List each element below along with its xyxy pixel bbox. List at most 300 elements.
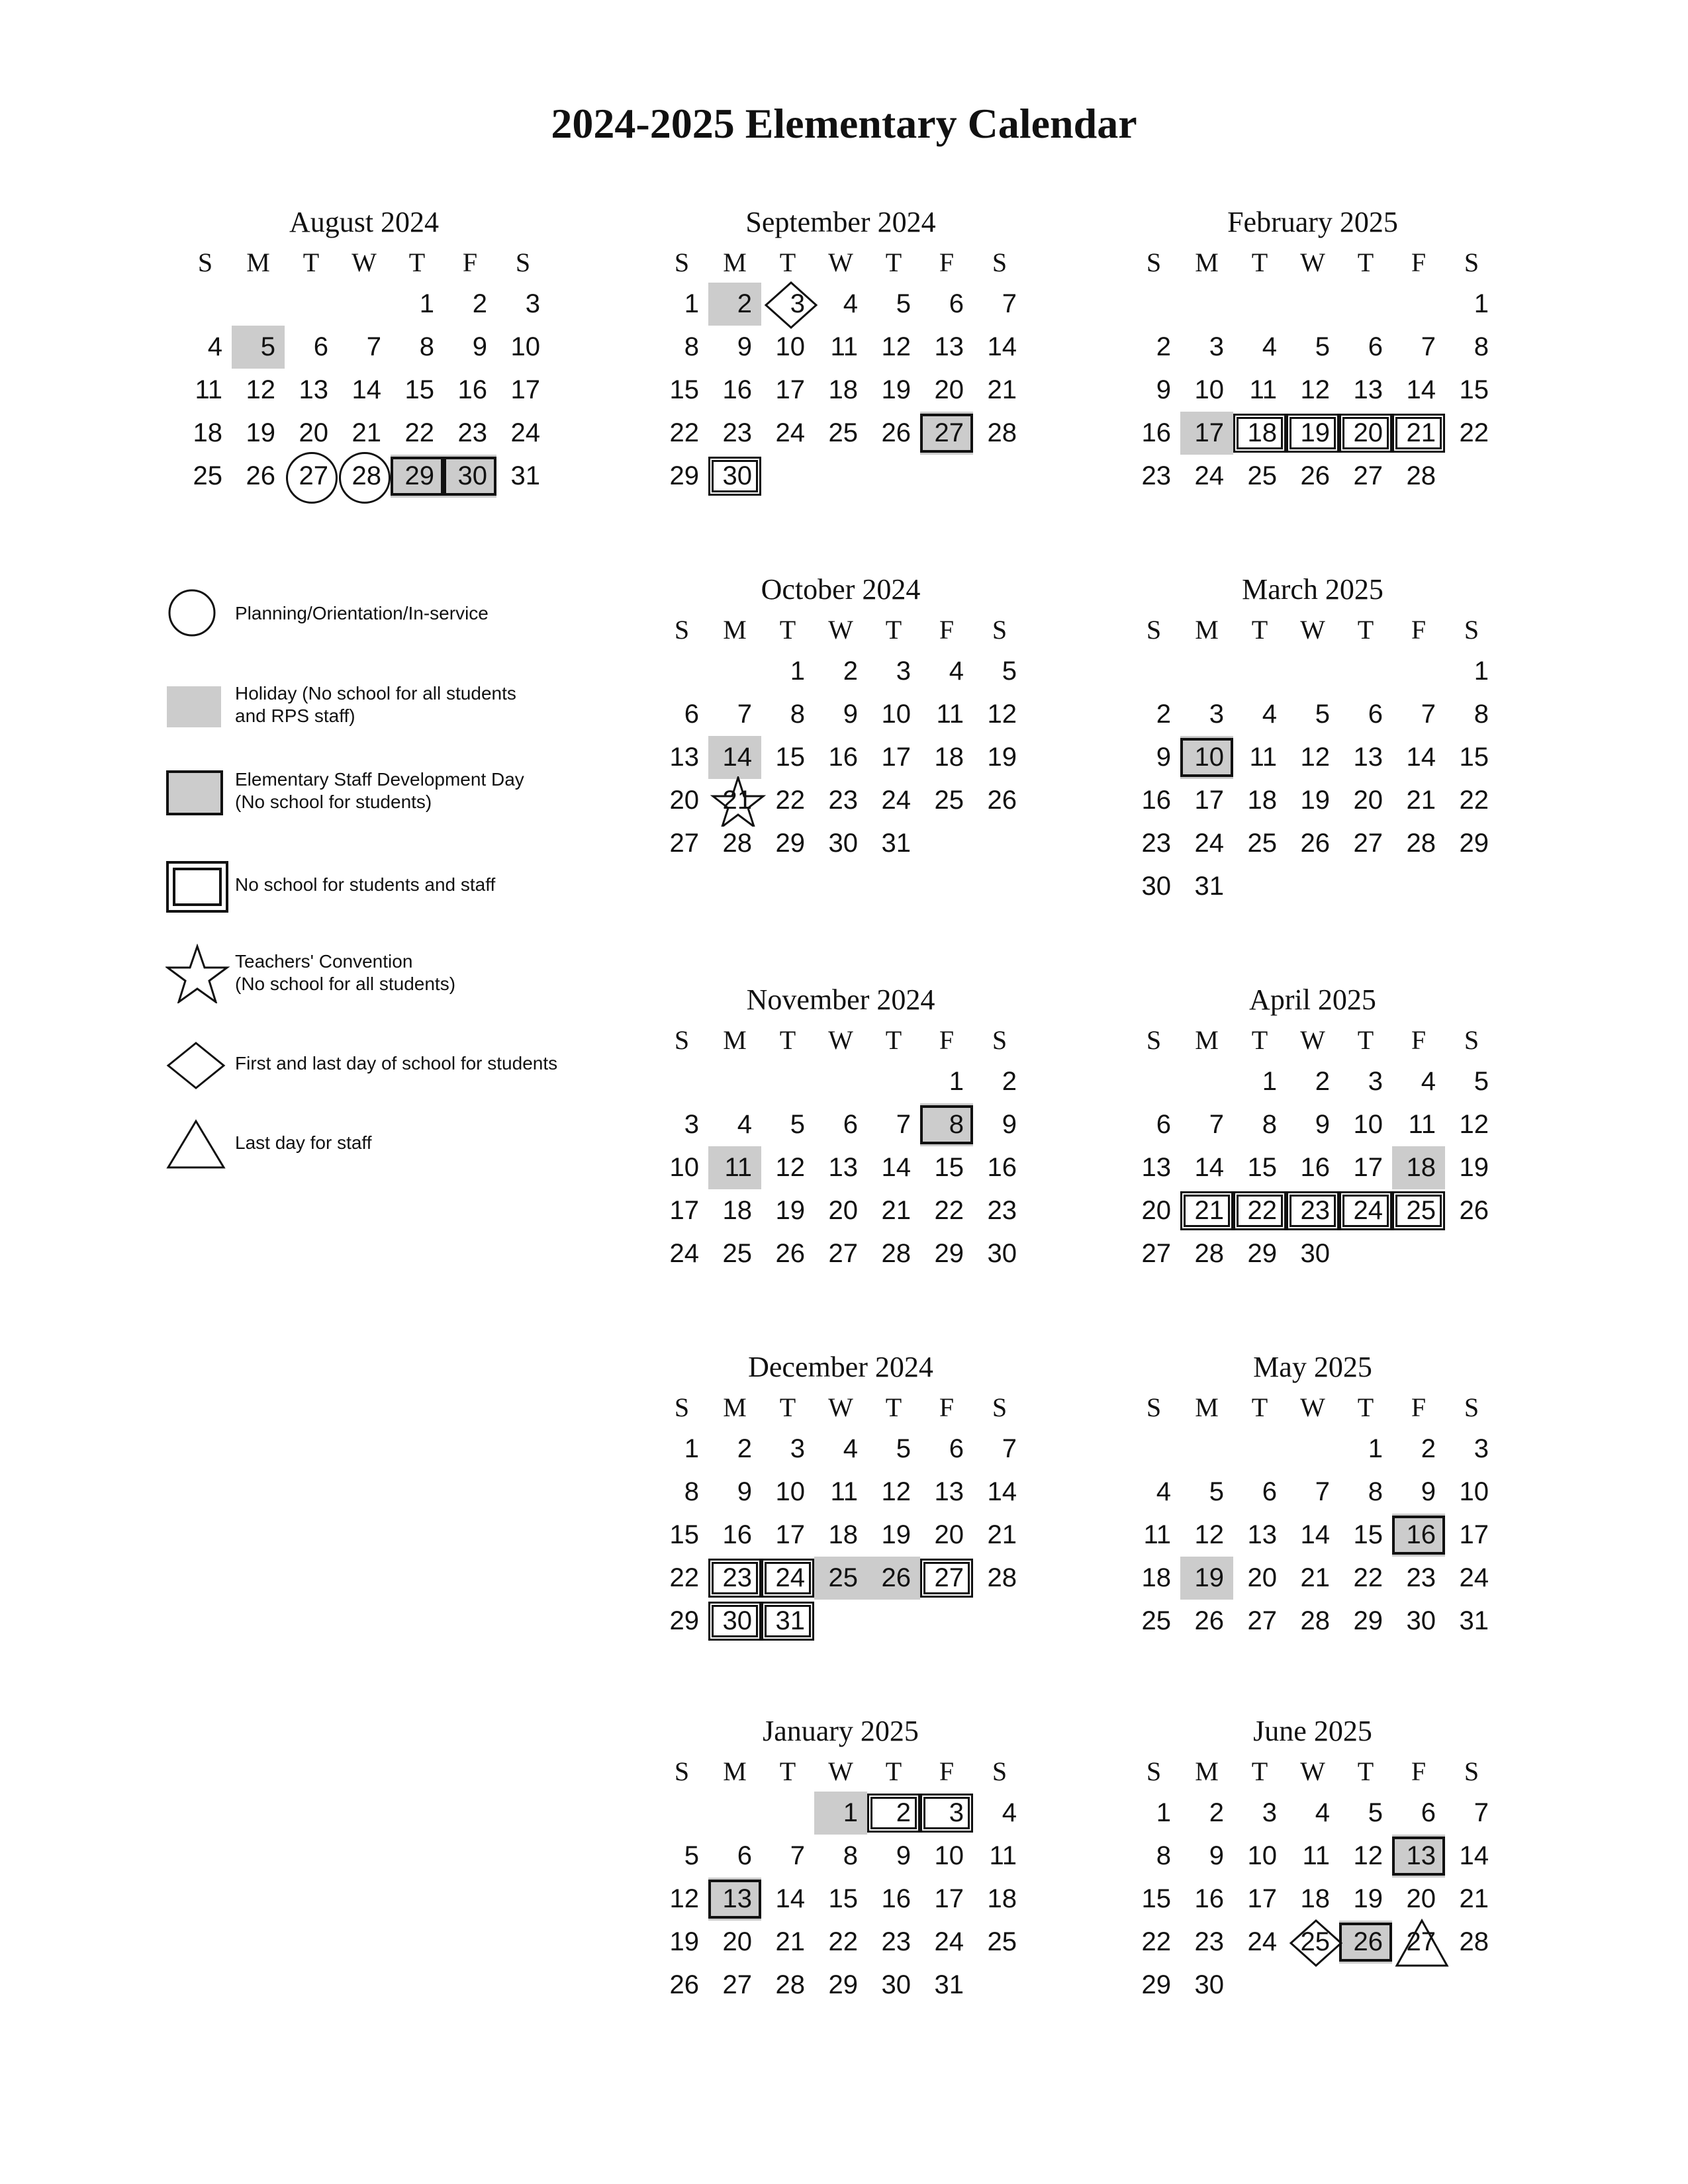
day-number: 29 [669,461,699,490]
week-row [1127,1146,1498,1189]
day-cell [1127,1878,1180,1921]
week-row [655,693,1026,736]
day-number: 18 [1247,418,1277,447]
weekday-header: M [1195,1756,1219,1786]
day-cell [285,412,338,455]
day-number: 10 [510,332,540,361]
weekday-header: T [1251,248,1268,277]
day-number: 5 [1474,1067,1489,1096]
empty-day-cell [708,650,761,693]
day-cell [1127,1557,1180,1600]
day-number: 21 [352,418,381,447]
day-cell [761,693,814,736]
day-number: 4 [737,1110,752,1139]
weekday-header: S [1146,1025,1162,1055]
empty-day-cell [1180,1428,1233,1471]
day-cell [1180,1146,1233,1189]
day-cell [761,650,814,693]
day-number: 29 [934,1239,964,1268]
day-number: 15 [1459,743,1489,772]
empty-day-cell [867,455,920,498]
day-cell [814,412,867,455]
day-number: 8 [419,332,434,361]
week-row [1127,1964,1498,2007]
day-cell [1392,1557,1445,1600]
empty-day-cell [814,1060,867,1103]
day-cell [814,1103,867,1146]
day-cell [1339,1557,1392,1600]
day-number: 15 [828,1884,858,1913]
day-cell [1286,1471,1339,1514]
day-number: 12 [881,332,911,361]
day-cell [655,1428,708,1471]
week-row [1127,1428,1498,1471]
weekday-header: W [828,1025,853,1055]
day-number: 9 [1156,375,1171,404]
day-cell [867,1557,920,1600]
day-number: 15 [1247,1153,1277,1182]
day-number: 16 [1194,1884,1224,1913]
day-cell [1392,1514,1445,1557]
day-cell [1180,1792,1233,1835]
day-cell [708,822,761,865]
day-number: 27 [828,1239,858,1268]
day-cell [814,1146,867,1189]
day-number: 23 [1194,1927,1224,1956]
day-number: 30 [828,829,858,858]
day-number: 14 [987,332,1017,361]
day-number: 3 [1209,700,1224,729]
day-number: 19 [881,375,911,404]
weekday-header-row [655,243,1026,283]
day-number: 19 [1300,418,1330,447]
day-number: 25 [722,1239,752,1268]
day-number: 27 [1353,829,1383,858]
day-cell [1127,779,1180,822]
day-cell [1127,1103,1180,1146]
day-cell [920,1189,973,1232]
diamond-icon [165,1040,232,1093]
weekday-header: M [246,248,270,277]
week-row [655,369,1026,412]
day-cell [920,1921,973,1964]
day-cell [1339,1792,1392,1835]
day-cell [814,1878,867,1921]
day-number: 1 [684,289,699,318]
day-cell [1339,1600,1392,1643]
empty-day-cell [655,650,708,693]
day-cell [708,1103,761,1146]
day-cell [761,1232,814,1275]
weekday-header-row [655,1021,1026,1060]
day-number: 5 [684,1841,699,1870]
day-cell [1392,1792,1445,1835]
day-number: 10 [1459,1477,1489,1506]
day-number: 9 [896,1841,911,1870]
month-calendar [179,202,549,498]
day-cell [1392,455,1445,498]
day-number: 6 [1156,1110,1171,1139]
weekday-header: M [1195,248,1219,277]
empty-day-cell [1339,1232,1392,1275]
weekday-header: W [352,248,377,277]
empty-day-cell [920,1600,973,1643]
day-number: 30 [1300,1239,1330,1268]
weekday-header-row [655,1752,1026,1792]
day-number: 19 [246,418,275,447]
day-cell [814,1792,867,1835]
day-cell [761,779,814,822]
day-number: 14 [722,743,752,772]
day-number: 8 [790,700,805,729]
day-cell [708,1514,761,1557]
day-cell [814,326,867,369]
month-title: April 2025 [1249,983,1376,1016]
week-row [655,1835,1026,1878]
weekday-header: W [1300,248,1325,277]
day-cell [1445,1878,1498,1921]
day-cell [1286,779,1339,822]
day-cell [761,412,814,455]
day-cell [1233,1471,1286,1514]
day-cell [1127,822,1180,865]
day-number: 26 [1353,1927,1383,1956]
day-cell [1233,1600,1286,1643]
day-cell [708,1964,761,2007]
day-number: 6 [1421,1798,1436,1827]
month-title: August 2024 [289,206,440,238]
day-number: 2 [737,289,752,318]
day-number: 11 [1249,375,1277,404]
day-number: 3 [1474,1434,1489,1463]
empty-day-cell [285,283,338,326]
day-number: 19 [1459,1153,1489,1182]
empty-day-cell [1180,650,1233,693]
empty-day-cell [1233,283,1286,326]
day-cell [1445,1103,1498,1146]
day-cell [1392,736,1445,779]
day-cell [761,1557,814,1600]
day-cell [444,283,496,326]
day-number: 9 [843,700,858,729]
day-cell [655,1921,708,1964]
day-cell [867,693,920,736]
legend-label: Last day for staff [235,1132,372,1153]
day-number: 4 [1002,1798,1017,1827]
day-number: 10 [1247,1841,1277,1870]
day-cell [708,283,761,326]
day-number: 25 [934,786,964,815]
week-row [655,1189,1026,1232]
day-cell [708,1189,761,1232]
day-number: 10 [934,1841,964,1870]
day-cell [1339,326,1392,369]
day-number: 2 [1156,332,1171,361]
day-cell [232,326,285,369]
day-number: 15 [934,1153,964,1182]
day-number: 25 [1247,829,1277,858]
day-cell [1233,326,1286,369]
day-cell [761,1964,814,2007]
day-cell [1339,1471,1392,1514]
week-row [655,1232,1026,1275]
day-cell [1339,1514,1392,1557]
weekday-header: S [1464,1756,1479,1786]
day-number: 20 [1247,1563,1277,1592]
empty-day-cell [1445,865,1498,908]
day-number: 29 [775,829,805,858]
empty-day-cell [232,283,285,326]
day-cell [1180,1471,1233,1514]
day-number: 31 [1459,1606,1489,1635]
day-number: 26 [775,1239,805,1268]
empty-day-cell [1392,283,1445,326]
day-number: 30 [881,1970,911,1999]
day-cell [1233,1189,1286,1232]
day-number: 1 [1156,1798,1171,1827]
week-row [655,1428,1026,1471]
day-cell [1286,1921,1339,1964]
day-cell [867,650,920,693]
day-cell [1127,1964,1180,2007]
month-calendar [1127,1711,1498,2007]
day-cell [920,736,973,779]
double-border-swatch-icon [165,860,232,916]
day-number: 23 [1300,1196,1330,1225]
day-number: 2 [472,289,487,318]
day-number: 14 [1406,743,1436,772]
day-number: 29 [1247,1239,1277,1268]
day-cell [1339,1878,1392,1921]
day-cell [655,369,708,412]
day-number: 2 [1421,1434,1436,1463]
day-cell [708,693,761,736]
day-number: 14 [352,375,381,404]
day-cell [920,693,973,736]
day-cell [1127,1146,1180,1189]
legend-label: No school for students and staff [235,874,496,895]
weekday-header: S [1464,615,1479,645]
day-number: 29 [1141,1970,1171,1999]
day-number: 22 [669,1563,699,1592]
day-cell [285,326,338,369]
day-number: 20 [722,1927,752,1956]
day-cell [655,1232,708,1275]
day-number: 1 [1262,1067,1277,1096]
day-cell [814,1557,867,1600]
day-cell [655,1964,708,2007]
day-number: 26 [881,418,911,447]
weekday-header: W [1300,615,1325,645]
day-cell [1392,369,1445,412]
day-number: 27 [1247,1606,1277,1635]
day-cell [814,1514,867,1557]
day-cell [1392,1835,1445,1878]
day-cell [1445,736,1498,779]
day-number: 5 [1368,1798,1383,1827]
day-number: 15 [1353,1520,1383,1549]
day-number: 16 [1141,786,1171,815]
day-number: 20 [1353,786,1383,815]
day-cell [1180,693,1233,736]
week-row [1127,1557,1498,1600]
empty-day-cell [338,283,391,326]
day-number: 27 [1406,1927,1436,1956]
day-number: 27 [934,1563,964,1592]
day-number: 19 [1194,1563,1224,1592]
week-row [1127,693,1498,736]
day-cell [1392,1471,1445,1514]
day-cell [867,412,920,455]
day-cell [391,283,444,326]
legend-label: First and last day of school for students [235,1053,558,1073]
day-cell [761,1514,814,1557]
day-number: 23 [722,1563,752,1592]
day-number: 1 [790,657,805,686]
day-number: 1 [949,1067,964,1096]
weekday-header: S [992,1025,1008,1055]
day-number: 13 [1247,1520,1277,1549]
week-row [1127,1514,1498,1557]
day-number: 31 [881,829,911,858]
day-number: 30 [1141,872,1171,901]
day-cell [338,412,391,455]
day-cell [1392,822,1445,865]
day-number: 28 [881,1239,911,1268]
week-row [1127,1471,1498,1514]
week-row [1127,326,1498,369]
empty-day-cell [1286,865,1339,908]
empty-day-cell [867,1060,920,1103]
day-number: 21 [722,786,752,815]
day-number: 15 [669,1520,699,1549]
empty-day-cell [708,1792,761,1835]
empty-day-cell [1339,1964,1392,2007]
day-cell [1233,369,1286,412]
weekday-header: M [723,615,747,645]
day-cell [1339,779,1392,822]
circle-icon [165,586,218,639]
day-cell [1127,1600,1180,1643]
day-cell [761,1835,814,1878]
day-cell [973,1835,1026,1878]
day-number: 16 [722,1520,752,1549]
day-number: 5 [790,1110,805,1139]
day-cell [708,1557,761,1600]
day-cell [1339,736,1392,779]
day-number: 19 [881,1520,911,1549]
day-cell [1127,1471,1180,1514]
week-row [655,779,1026,822]
day-number: 9 [737,332,752,361]
day-cell [1286,1600,1339,1643]
day-number: 9 [1209,1841,1224,1870]
day-number: 20 [828,1196,858,1225]
day-number: 29 [669,1606,699,1635]
week-row [1127,779,1498,822]
day-number: 3 [1262,1798,1277,1827]
day-number: 26 [1300,829,1330,858]
day-cell [655,1189,708,1232]
day-cell [973,1921,1026,1964]
empty-day-cell [761,1792,814,1835]
day-cell [232,412,285,455]
day-number: 3 [684,1110,699,1139]
day-number: 11 [936,700,964,729]
week-row [1127,1189,1498,1232]
empty-day-cell [1233,650,1286,693]
day-cell [1233,736,1286,779]
day-number: 31 [510,461,540,490]
day-cell [867,1514,920,1557]
weekday-header-row [655,1388,1026,1428]
day-number: 4 [843,1434,858,1463]
day-cell [814,779,867,822]
day-cell [1127,1189,1180,1232]
weekday-header: S [1146,1756,1162,1786]
day-cell [655,1557,708,1600]
day-cell [973,1232,1026,1275]
day-cell [814,1428,867,1471]
day-number: 8 [1474,700,1489,729]
day-number: 18 [1247,786,1277,815]
day-cell [1233,1146,1286,1189]
month-calendar [1127,569,1498,908]
week-row [179,412,549,455]
month-calendar [655,1347,1026,1643]
empty-day-cell [973,1964,1026,2007]
day-number: 4 [949,657,964,686]
day-number: 11 [195,375,222,404]
day-cell [761,1600,814,1643]
day-number: 20 [669,786,699,815]
weekday-header: W [1300,1025,1325,1055]
day-number: 3 [1368,1067,1383,1096]
day-number: 21 [1300,1563,1330,1592]
weekday-header: M [1195,1025,1219,1055]
day-cell [1127,369,1180,412]
day-number: 11 [1408,1110,1436,1139]
day-number: 22 [1247,1196,1277,1225]
weekday-header: F [939,615,955,645]
day-cell [973,1146,1026,1189]
day-number: 7 [1421,332,1436,361]
weekday-header: F [939,1756,955,1786]
day-number: 10 [669,1153,699,1182]
empty-day-cell [1339,283,1392,326]
day-cell [761,1878,814,1921]
empty-day-cell [1180,1060,1233,1103]
day-number: 25 [1406,1196,1436,1225]
day-cell [655,1835,708,1878]
weekday-header: F [462,248,478,277]
weekday-header-row [1127,1021,1498,1060]
day-number: 27 [1353,461,1383,490]
day-cell [655,283,708,326]
day-cell [1127,412,1180,455]
day-cell [867,779,920,822]
day-number: 22 [404,418,434,447]
day-cell [867,822,920,865]
weekday-header: S [674,1025,690,1055]
staff-development-swatch-icon [165,770,225,819]
day-cell [1180,736,1233,779]
day-cell [1392,1103,1445,1146]
empty-day-cell [814,1600,867,1643]
month-calendar [1127,979,1498,1275]
day-cell [973,369,1026,412]
day-number: 7 [1421,700,1436,729]
